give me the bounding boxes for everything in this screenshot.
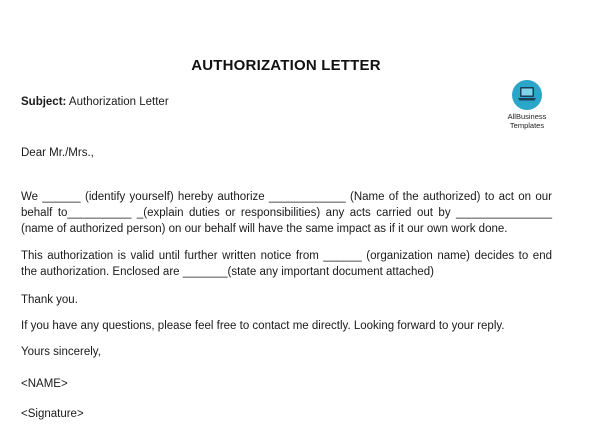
logo-text bbox=[499, 112, 555, 130]
subject-value: Authorization Letter bbox=[66, 96, 169, 108]
allbusiness-logo bbox=[499, 80, 555, 130]
paragraph-validity: This authorization is valid until further written notice from ______ (organization name) decides to end the authorization. Enclosed are _______(state any important document attached) bbox=[21, 250, 552, 278]
signature-placeholder: <Signature> bbox=[21, 408, 84, 420]
thanks-line: Thank you. bbox=[21, 294, 78, 306]
contact-line: If you have any questions, please feel free to contact me directly. Looking forward to your reply. bbox=[21, 320, 505, 332]
greeting: Dear Mr./Mrs., bbox=[21, 147, 94, 159]
logo-line-2: Templates bbox=[509, 121, 545, 130]
logo-badge bbox=[512, 80, 542, 110]
subject-label: Subject: bbox=[21, 96, 67, 108]
paragraph-authorization: We ______ (identify yourself) hereby authorize ____________ (Name of the authorized) to act on our behalf to__________ _(explain duties or responsibilities) any acts carried out by _______________ (name of authorized person) on our behalf will have the same impact as if it our own work done. bbox=[21, 191, 552, 235]
laptop-icon bbox=[517, 86, 537, 102]
subject-line bbox=[21, 96, 169, 108]
name-placeholder: <NAME> bbox=[21, 378, 68, 390]
closing-line: Yours sincerely, bbox=[21, 346, 101, 358]
logo-line-1: AllBusiness bbox=[507, 112, 547, 121]
letter-title: AUTHORIZATION LETTER bbox=[191, 57, 381, 74]
